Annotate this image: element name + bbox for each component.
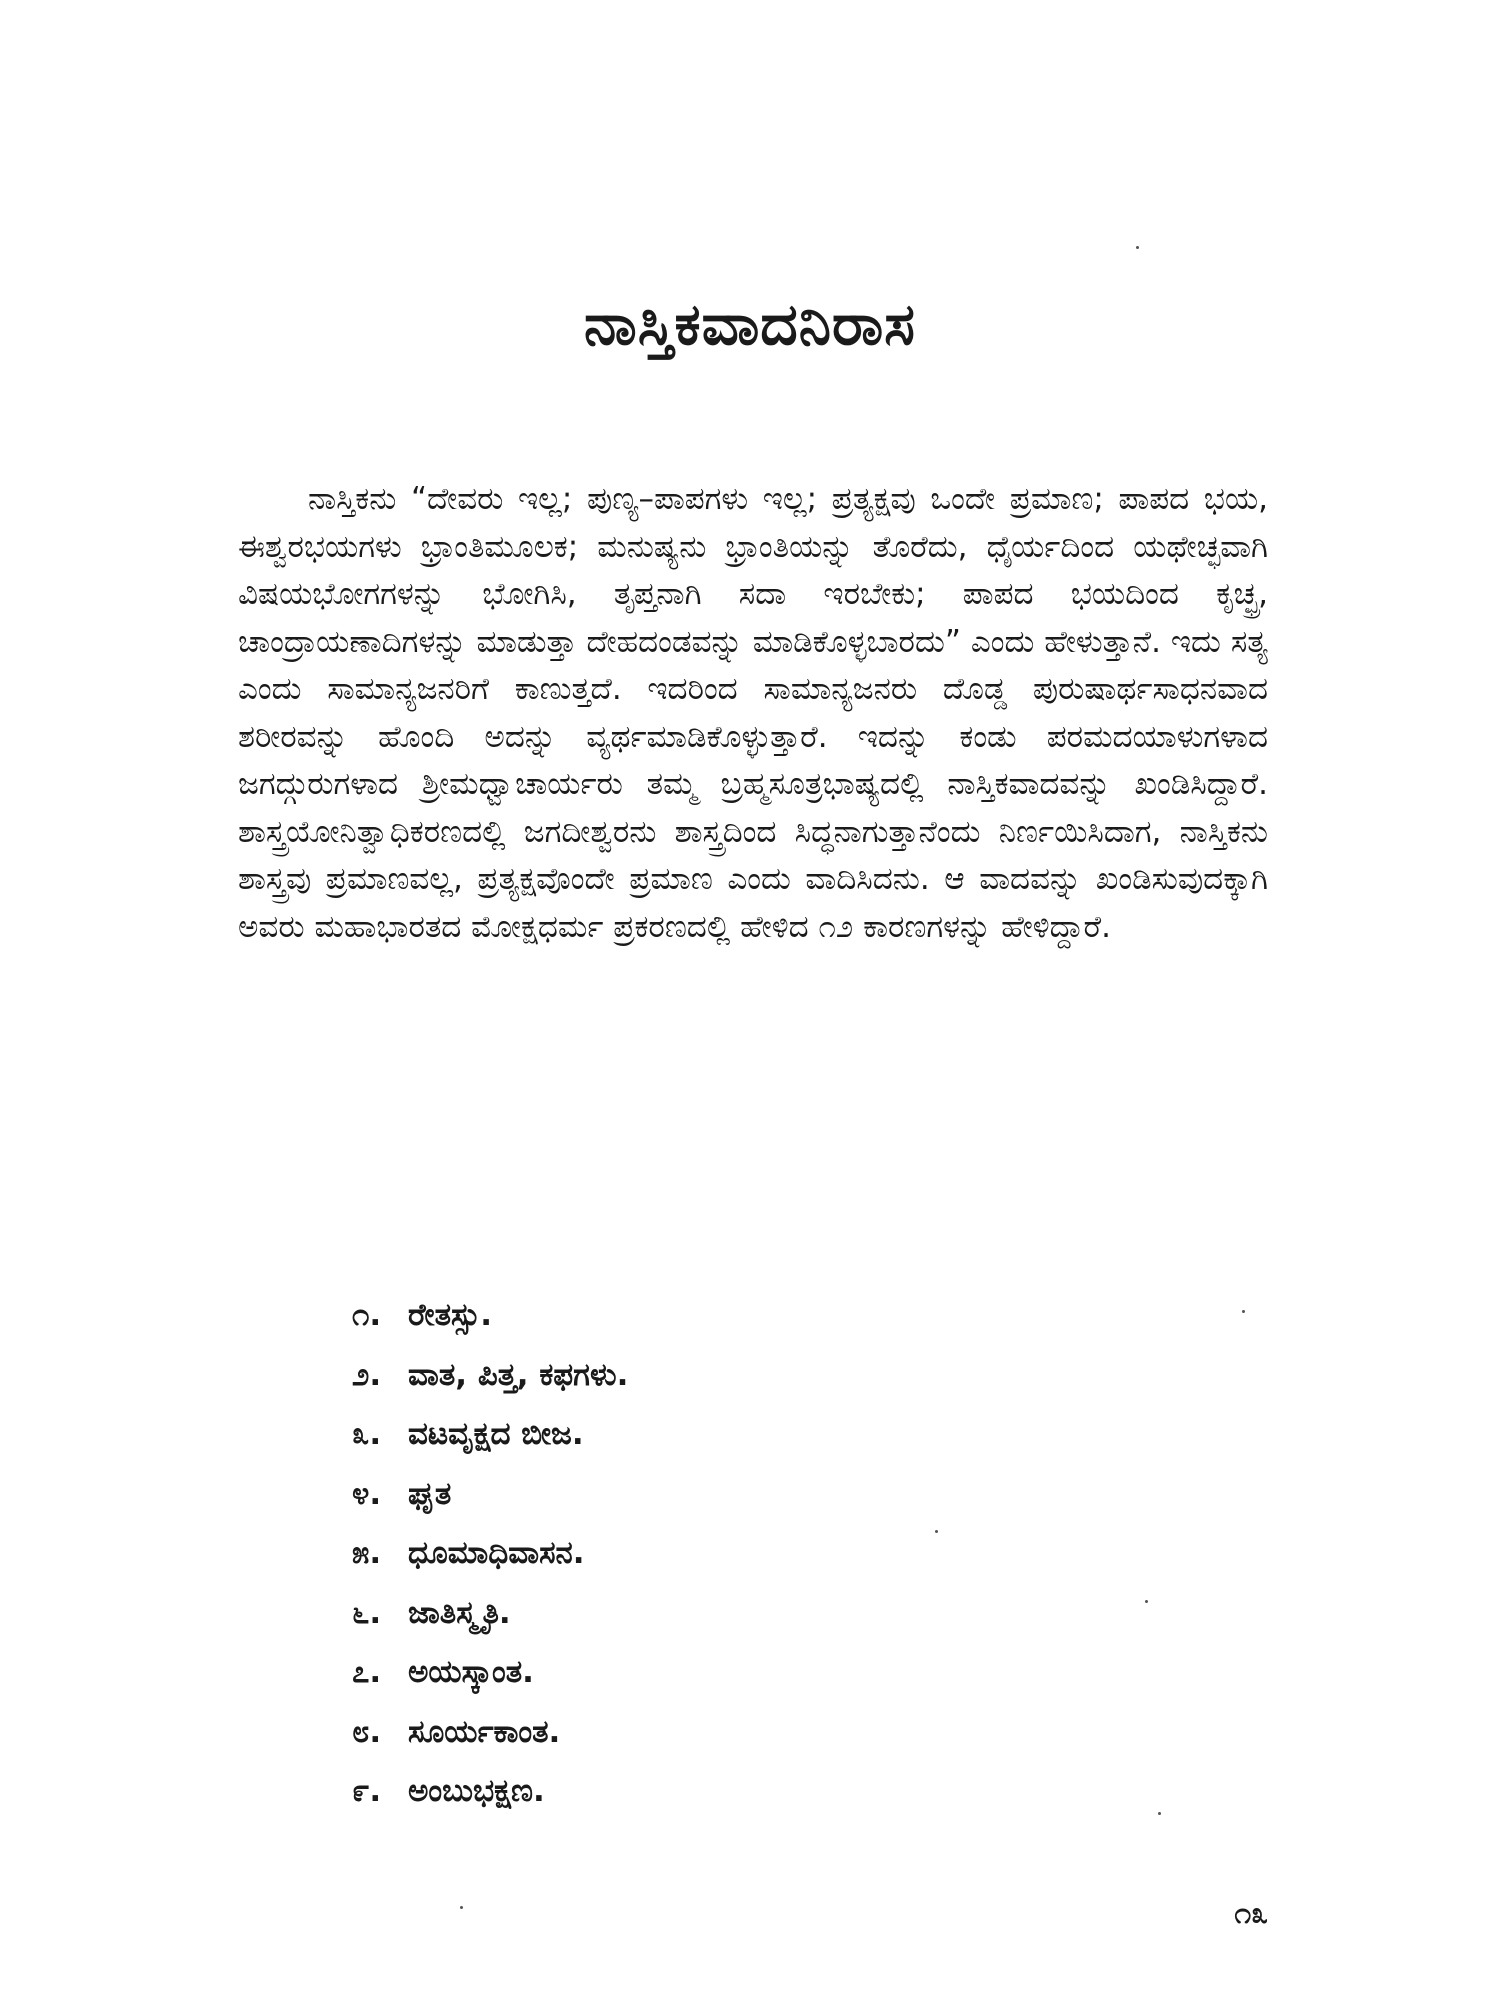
list-item-number: ೧. bbox=[352, 1297, 382, 1333]
list-item-text: ಸೂರ್ಯಕಾಂತ. bbox=[408, 1713, 561, 1750]
list-item-number: ೭. bbox=[352, 1654, 382, 1690]
list-item-text: ಘೃತ bbox=[408, 1475, 452, 1512]
list-item-text: ಅಯಸ್ಕಾಂತ. bbox=[408, 1654, 534, 1690]
list-item bbox=[352, 1762, 628, 1822]
scan-speck bbox=[1145, 1600, 1148, 1603]
list-item bbox=[352, 1346, 628, 1406]
list-item-number: ೯. bbox=[352, 1773, 382, 1809]
page-number: ೧೩ bbox=[1234, 1896, 1268, 1931]
scan-speck bbox=[1136, 246, 1139, 249]
page-title: ನಾಸ್ತಿಕವಾದನಿರಾಸ bbox=[584, 290, 916, 358]
list-item bbox=[352, 1643, 628, 1703]
list-item-text: ವಾತ, ಪಿತ್ತ, ಕಫಗಳು. bbox=[408, 1356, 629, 1393]
list-item bbox=[352, 1703, 628, 1763]
scan-speck bbox=[460, 1906, 463, 1909]
reasons-list bbox=[352, 1286, 628, 1822]
list-item-number: ೪. bbox=[352, 1475, 382, 1512]
list-item-text: ವಟವೃಕ್ಷದ ಬೀಜ. bbox=[408, 1416, 584, 1452]
list-item bbox=[352, 1405, 628, 1465]
list-item-number: ೩. bbox=[352, 1416, 382, 1452]
list-item bbox=[352, 1524, 628, 1584]
scan-speck bbox=[1158, 1812, 1161, 1815]
body-paragraph: ನಾಸ್ತಿಕನು “ದೇವರು ಇಲ್ಲ; ಪುಣ್ಯ–ಪಾಪಗಳು ಇಲ್ಲ; ಪ್ರತ್ಯಕ್ಷವು ಒಂದೇ ಪ್ರಮಾಣ; ಪಾಪದ ಭಯ, ಈಶ್ವರಭಯಗಳು ಭ್ರಾಂತಿಮೂಲಕ; ಮನುಷ್ಯನು ಭ್ರಾಂತಿಯನ್ನು ತೊರೆದು, ಧೈರ್ಯದಿಂದ ಯಥೇಚ್ಛವಾಗಿ ವಿಷಯಭೋಗಗಳನ್ನು ಭೋಗಿಸಿ, ತೃಪ್ತನಾಗಿ ಸದಾ ಇರಬೇಕು; ಪಾಪದ ಭಯದಿಂದ ಕೃಚ್ಛ್ರ, ಚಾಂದ್ರಾಯಣಾದಿಗಳನ್ನು ಮಾಡುತ್ತಾ ದೇಹದಂಡವನ್ನು ಮಾಡಿಕೊಳ್ಳಬಾರದು” ಎಂದು ಹೇಳುತ್ತಾನೆ. ಇದು ಸತ್ಯ ಎಂದು ಸಾಮಾನ್ಯಜನರಿಗೆ ಕಾಣುತ್ತದೆ. ಇದರಿಂದ ಸಾಮಾನ್ಯಜನರು ದೊಡ್ಡ ಪುರುಷಾರ್ಥಸಾಧನವಾದ ಶರೀರವನ್ನು ಹೊಂದಿ ಅದನ್ನು ವ್ಯರ್ಥಮಾಡಿಕೊಳ್ಳುತ್ತಾರೆ. ಇದನ್ನು ಕಂಡು ಪರಮದಯಾಳುಗಳಾದ ಜಗದ್ಗುರುಗಳಾದ ಶ್ರೀಮಧ್ವಾಚಾರ್ಯರು ತಮ್ಮ ಬ್ರಹ್ಮಸೂತ್ರಭಾಷ್ಯದಲ್ಲಿ ನಾಸ್ತಿಕವಾದವನ್ನು ಖಂಡಿಸಿದ್ದಾರೆ. ಶಾಸ್ತ್ರಯೋನಿತ್ವಾಧಿಕರಣದಲ್ಲಿ ಜಗದೀಶ್ವರನು ಶಾಸ್ತ್ರದಿಂದ ಸಿದ್ಧನಾಗುತ್ತಾನೆಂದು ನಿರ್ಣಯಿಸಿದಾಗ, ನಾಸ್ತಿಕನು ಶಾಸ್ತ್ರವು ಪ್ರಮಾಣವಲ್ಲ, ಪ್ರತ್ಯಕ್ಷವೊಂದೇ ಪ್ರಮಾಣ ಎಂದು ವಾದಿಸಿದನು. ಆ ವಾದವನ್ನು ಖಂಡಿಸುವುದಕ್ಕಾಗಿ ಅವರು ಮಹಾಭಾರತದ ಮೋಕ್ಷಧರ್ಮ ಪ್ರಕರಣದಲ್ಲಿ ಹೇಳಿದ ೧೨ ಕಾರಣಗಳನ್ನು ಹೇಳಿದ್ದಾರೆ. bbox=[238, 481, 1268, 945]
list-item-number: ೬. bbox=[352, 1594, 382, 1631]
scan-speck bbox=[935, 1530, 938, 1533]
list-item-text: ರೇತಸ್ಸು. bbox=[408, 1297, 493, 1333]
list-item-number: ೫. bbox=[352, 1535, 382, 1571]
list-item-number: ೮. bbox=[352, 1713, 382, 1750]
list-item bbox=[352, 1465, 628, 1525]
scan-speck bbox=[1242, 1310, 1245, 1313]
list-item-text: ಧೂಮಾಧಿವಾಸನ. bbox=[408, 1535, 585, 1571]
list-item-number: ೨. bbox=[352, 1356, 382, 1393]
list-item bbox=[352, 1286, 628, 1346]
list-item bbox=[352, 1584, 628, 1644]
list-item-text: ಜಾತಿಸ್ಮೃತಿ. bbox=[408, 1594, 511, 1631]
list-item-text: ಅಂಬುಭಕ್ಷಣ. bbox=[408, 1773, 545, 1809]
